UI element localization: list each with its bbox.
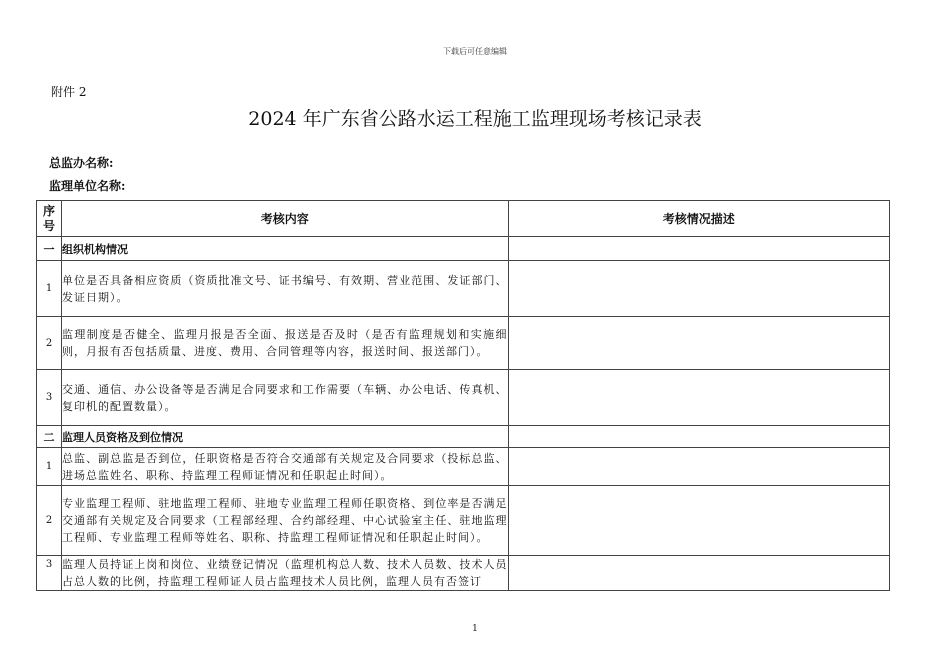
supervision-unit-field: 监理单位名称:: [49, 179, 126, 193]
section-title: 监理人员资格及到位情况: [62, 426, 509, 448]
table-row: [37, 556, 890, 591]
section-row: [37, 426, 890, 448]
row-index: 3: [37, 556, 62, 591]
table-row: [37, 448, 890, 486]
row-description[interactable]: [508, 448, 889, 486]
row-description[interactable]: [508, 317, 889, 370]
section-index: 二: [37, 426, 62, 448]
row-content: 单位是否具备相应资质（资质批准文号、证书编号、有效期、营业范围、发证部门、发证日期）。: [62, 261, 509, 317]
supervisor-office-field: 总监办名称:: [49, 156, 114, 170]
table-row: [37, 370, 890, 426]
section-title: 组织机构情况: [62, 237, 509, 261]
row-description[interactable]: [508, 486, 889, 556]
row-index: 2: [37, 486, 62, 556]
row-index: 2: [37, 317, 62, 370]
table-row: [37, 317, 890, 370]
header-description: 考核情况描述: [508, 201, 889, 237]
page-number: 1: [472, 624, 478, 634]
page-title: 2024 年广东省公路水运工程施工监理现场考核记录表: [248, 108, 702, 130]
header-note: 下载后可任意编辑: [443, 47, 507, 56]
table-row: [37, 486, 890, 556]
row-description[interactable]: [508, 556, 889, 591]
section-index: 一: [37, 237, 62, 261]
section-description-cell[interactable]: [508, 426, 889, 448]
row-index: 1: [37, 261, 62, 317]
attachment-label: 附件 2: [51, 85, 87, 99]
table-row: [37, 261, 890, 317]
section-description-cell[interactable]: [508, 237, 889, 261]
table-header-row: [37, 201, 890, 237]
row-index: 3: [37, 370, 62, 426]
row-content: 交通、通信、办公设备等是否满足合同要求和工作需要（车辆、办公电话、传真机、复印机的配置数量）。: [62, 370, 509, 426]
row-content: 总监、副总监是否到位，任职资格是否符合交通部有关规定及合同要求（投标总监、进场总监姓名、职称、持监理工程师证情况和任职起止时间）。: [62, 448, 509, 486]
header-content: 考核内容: [62, 201, 509, 237]
row-index: 1: [37, 448, 62, 486]
row-content: 监理人员持证上岗和岗位、业绩登记情况（监理机构总人数、技术人员数、技术人员占总人数的比例，持监理工程师证人员占监理技术人员比例，监理人员有否签订: [62, 556, 509, 591]
row-content: 专业监理工程师、驻地监理工程师、驻地专业监理工程师任职资格、到位率是否满足交通部有关规定及合同要求（工程部经理、合约部经理、中心试验室主任、驻地监理工程师、专业监理工程师等姓名、职称、持监理工程师证情况和任职起止时间）。: [62, 486, 509, 556]
assessment-table: [36, 200, 890, 591]
header-index: 序号: [37, 201, 62, 237]
section-row: [37, 237, 890, 261]
row-content: 监理制度是否健全、监理月报是否全面、报送是否及时（是否有监理规划和实施细则，月报有否包括质量、进度、费用、合同管理等内容，报送时间、报送部门）。: [62, 317, 509, 370]
row-description[interactable]: [508, 261, 889, 317]
row-description[interactable]: [508, 370, 889, 426]
